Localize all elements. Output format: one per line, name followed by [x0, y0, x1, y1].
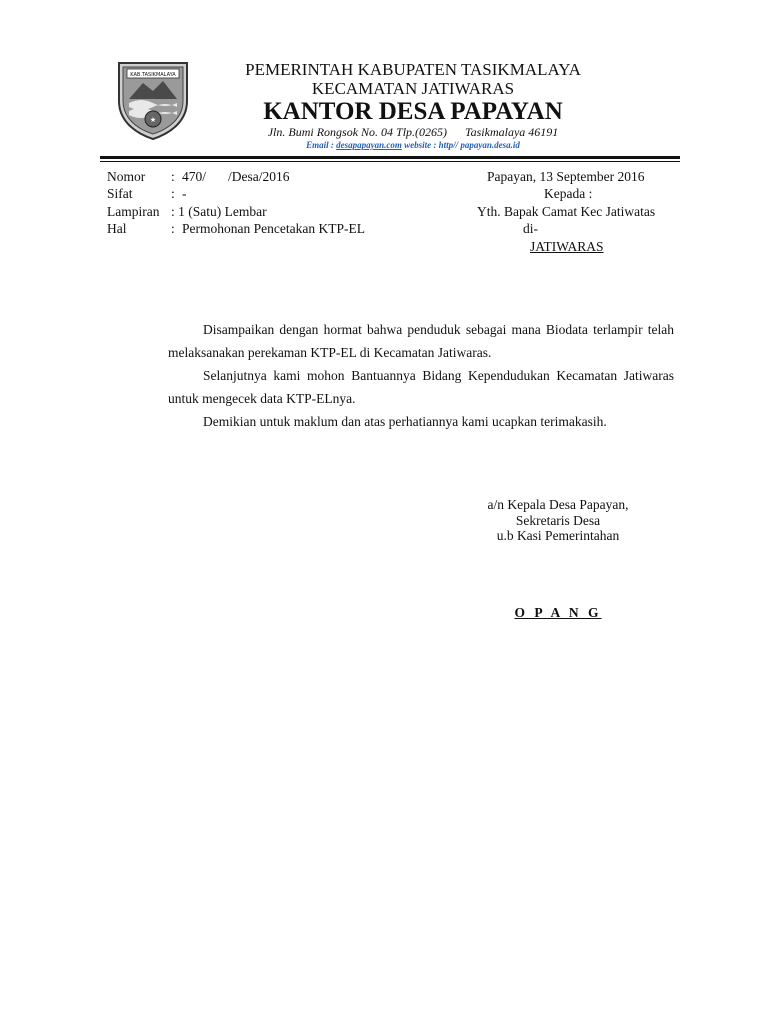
nomor-value: 470/: [182, 169, 207, 184]
letterhead-government: PEMERINTAH KABUPATEN TASIKMALAYA: [245, 60, 581, 79]
nomor-label: Nomor: [107, 169, 146, 184]
svg-text:KAB.TASIKMALAYA: KAB.TASIKMALAYA: [130, 72, 176, 78]
recipient-name: Yth. Bapak Camat Kec Jatiwatas: [477, 204, 656, 219]
recipient-di: di-: [523, 221, 538, 236]
nomor-suffix: /Desa/2016: [228, 169, 290, 184]
sifat-value: -: [182, 186, 187, 201]
recipient-place: JATIWARAS: [530, 239, 604, 254]
hal-value: Permohonan Pencetakan KTP-EL: [182, 221, 365, 236]
signature-line-2: Sekretaris Desa: [515, 513, 601, 528]
lampiran-label: Lampiran: [107, 204, 160, 219]
lampiran-value: : 1 (Satu) Lembar: [171, 204, 267, 219]
svg-text:★: ★: [149, 116, 157, 124]
recipient-kepada: Kepada :: [544, 186, 593, 201]
website-text: website : http// papayan.desa.id: [404, 140, 520, 150]
sifat-label: Sifat: [107, 186, 133, 201]
letter-date: Papayan, 13 September 2016: [487, 169, 645, 184]
address-street: Jln. Bumi Rongsok No. 04 Tlp.(0265): [267, 125, 448, 139]
signature-line-1: a/n Kepala Desa Papayan,: [487, 497, 629, 512]
header-divider: [100, 156, 680, 159]
email-link[interactable]: desapapayan.com: [336, 140, 402, 150]
letterhead-office: KANTOR DESA PAPAYAN: [263, 98, 563, 125]
letterhead-contact: [200, 140, 626, 150]
signatory-name: O P A N G: [514, 605, 602, 620]
body-paragraph-1: Disampaikan dengan hormat bahwa penduduk sebagai mana Biodata terlampir telah melaksanakan perekaman KTP-EL di Kecamatan Jatiwaras.: [168, 322, 674, 360]
regency-logo: [113, 57, 193, 141]
letterhead-address: [200, 125, 626, 140]
address-city: Tasikmalaya 46191: [465, 125, 559, 139]
letter-body: [168, 318, 674, 433]
email-label: Email :: [306, 140, 334, 150]
header-divider-thin: [100, 161, 680, 162]
signature-line-3: u.b Kasi Pemerintahan: [496, 528, 620, 543]
sifat-colon: :: [171, 186, 175, 201]
nomor-colon: :: [171, 169, 175, 184]
body-paragraph-3: Demikian untuk maklum dan atas perhatiannya kami ucapkan terimakasih.: [203, 414, 607, 429]
hal-label: Hal: [107, 221, 127, 236]
letterhead-district: KECAMATAN JATIWARAS: [311, 79, 515, 98]
hal-colon: :: [171, 221, 175, 236]
body-paragraph-2: Selanjutnya kami mohon Bantuannya Bidang Kependudukan Kecamatan Jatiwaras untuk mengecek data KTP-ELnya.: [168, 368, 674, 406]
